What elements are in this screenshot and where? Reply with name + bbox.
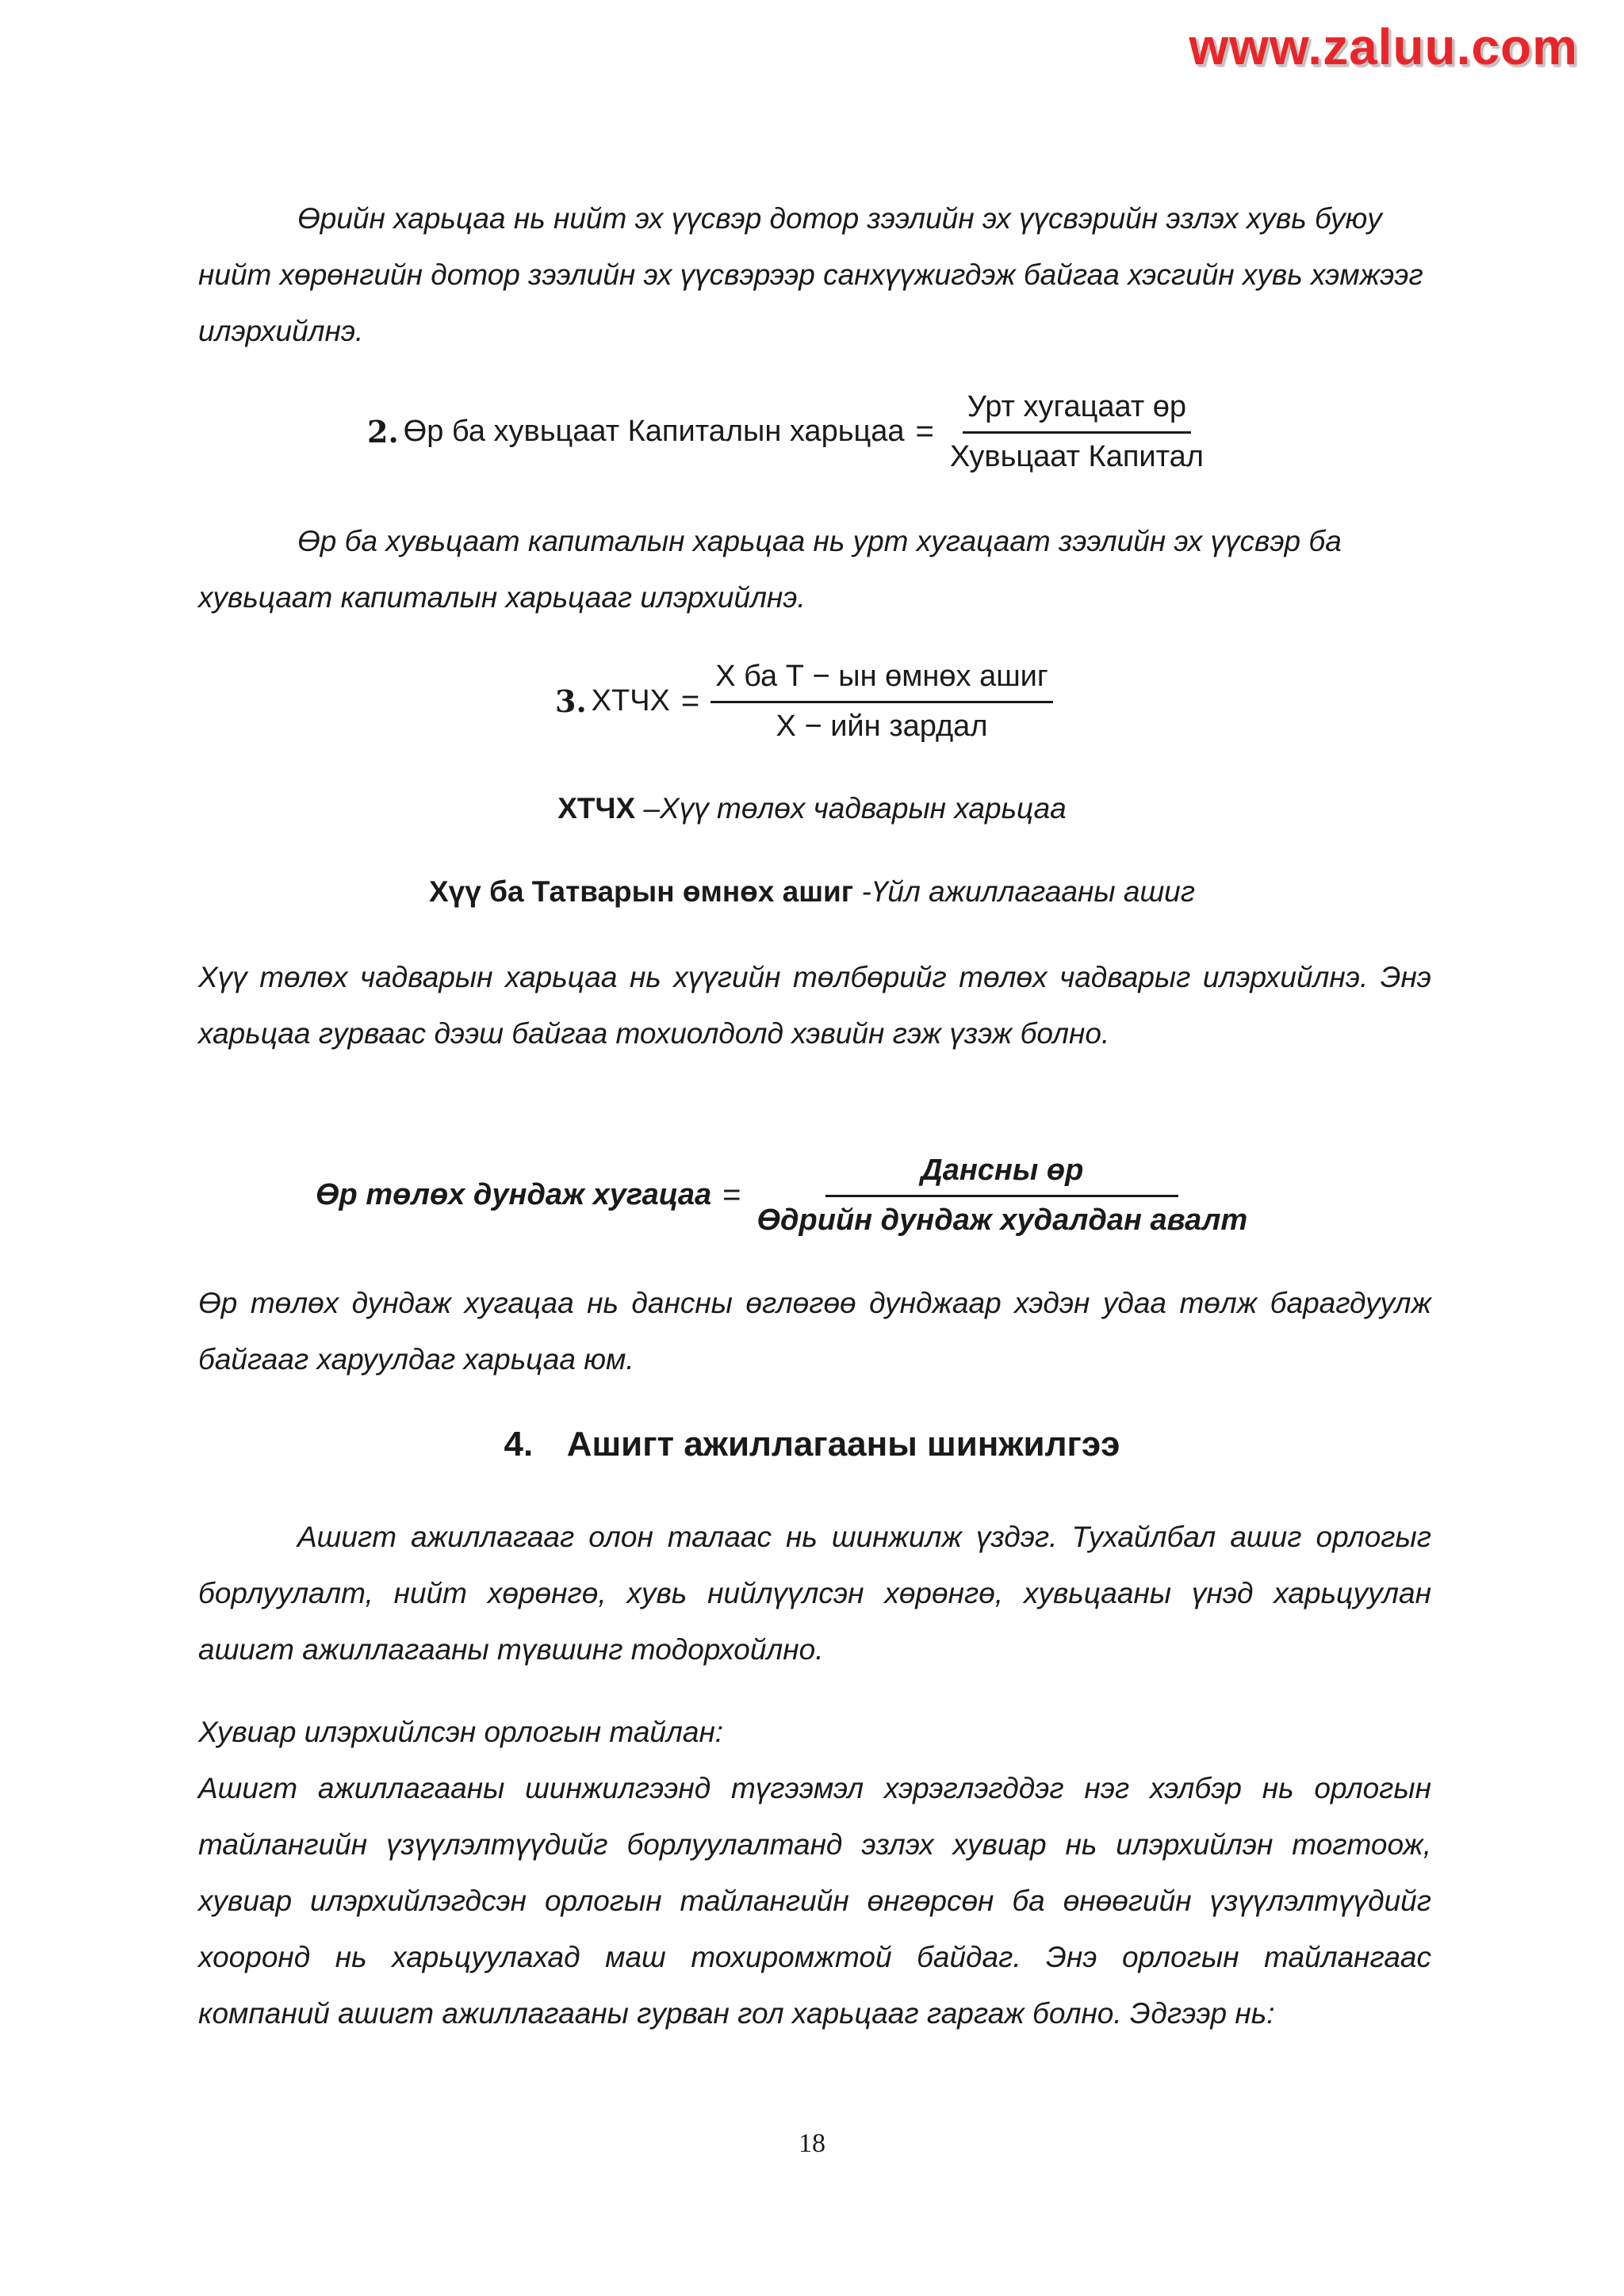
fraction	[945, 388, 1208, 475]
paragraph-profitability: Ашигт ажиллагааг олон талаас нь шинжилж үздэг. Тухайлбал ашиг орлогыг борлуулалт, нийт хөрөнгө, хувь нийлүүлсэн хөрөнгө, хувьцааны үнэд харьцуулан ашигт ажиллагааны түвшинг тодорхойлно.	[198, 1521, 1431, 1666]
watermark-logo: www.zaluu.com	[1189, 18, 1578, 75]
fraction	[752, 1152, 1252, 1238]
paragraph-debt-equity: Өр ба хувьцаат капиталын харьцаа нь урт хугацаат зээлийн эх үүсвэр ба хувьцаат капиталын харьцааг илэрхийлнэ.	[198, 525, 1342, 614]
equals-sign: =	[680, 683, 700, 718]
section-heading	[0, 1421, 1624, 1468]
paragraph-payment-period: Өр төлөх дундаж хугацаа нь дансны өглөгөө дунджаар хэдэн удаа төлж барагдуулж байгааг харуулдаг харьцаа юм.	[198, 1287, 1431, 1376]
definition-htchh	[0, 789, 1624, 828]
fraction-numerator: Дансны өр	[825, 1152, 1178, 1197]
formula-interest-coverage	[555, 658, 1053, 744]
fraction	[710, 658, 1053, 744]
definition-text: –Хүү төлөх чадварын харьцаа	[635, 792, 1067, 825]
page-number: 18	[799, 2129, 825, 2158]
paragraph-common-size: Ашигт ажиллагааны шинжилгээнд түгээмэл хэрэглэгддэг нэг хэлбэр нь орлогын тайлангийн үзүүлэлтүүдийг борлуулалтанд эзлэх хувиар нь илэрхийлэн тогтоож, хувиар илэрхийлэгдсэн орлогын тайлангийн өнгөрсөн ба өнөөгийн үзүүлэлтүүдийг хооронд нь харьцуулахад маш тохиромжтой байдаг. Энэ орлогын тайлангаас компаний ашигт ажиллагааны гурван гол харьцааг гаргаж болно. Эдгээр нь:	[198, 1772, 1431, 2030]
formula-lhs: Өр ба хувьцаат Капиталын харьцаа	[403, 415, 905, 448]
definition-term: Хүү ба Татварын өмнөх ашиг	[428, 875, 854, 908]
formula-payment-period	[316, 1152, 1252, 1238]
fraction-denominator: Хувьцаат Капитал	[949, 440, 1204, 473]
fraction-numerator: Урт хугацаат өр	[963, 388, 1191, 434]
heading-text: Ашигт ажиллагааны шинжилгээ	[566, 1425, 1120, 1464]
definition-ebit	[0, 872, 1624, 912]
definition-text: -Үйл ажиллагааны ашиг	[853, 875, 1195, 908]
formula-lhs: ХТЧХ	[591, 684, 670, 718]
fraction-denominator: Х − ийн зардал	[776, 710, 988, 743]
fraction-numerator: Х ба Т − ын өмнөх ашиг	[710, 658, 1053, 703]
paragraph-common-size-title: Хувиар илэрхийлсэн орлогын тайлан:	[198, 1716, 724, 1748]
formula-number: 3.	[555, 683, 587, 719]
definition-term: ХТЧХ	[557, 792, 636, 825]
heading-number: 4.	[504, 1425, 534, 1464]
formula-lhs: Өр төлөх дундаж хугацаа	[316, 1178, 712, 1211]
paragraph-interest-coverage: Хүү төлөх чадварын харьцаа нь хүүгийн төлбөрийг төлөх чадварыг илэрхийлнэ. Энэ харьцаа гурваас дээш байгаа тохиолдолд хэвийн гэж үзэж болно.	[198, 961, 1431, 1050]
formula-debt-equity	[367, 388, 1208, 475]
fraction-denominator: Өдрийн дундаж худалдан авалт	[756, 1203, 1248, 1237]
formula-number: 2.	[367, 414, 399, 450]
equals-sign: =	[722, 1177, 741, 1212]
paragraph-debt-ratio: Өрийн харьцаа нь нийт эх үүсвэр дотор зээлийн эх үүсвэрийн эзлэх хувь буюу нийт хөрөнгийн дотор зээлийн эх үүсвэрээр санхүүжигдэж байгаа хэсгийн хувь хэмжээг илэрхийлнэ.	[198, 202, 1423, 347]
equals-sign: =	[915, 414, 934, 449]
